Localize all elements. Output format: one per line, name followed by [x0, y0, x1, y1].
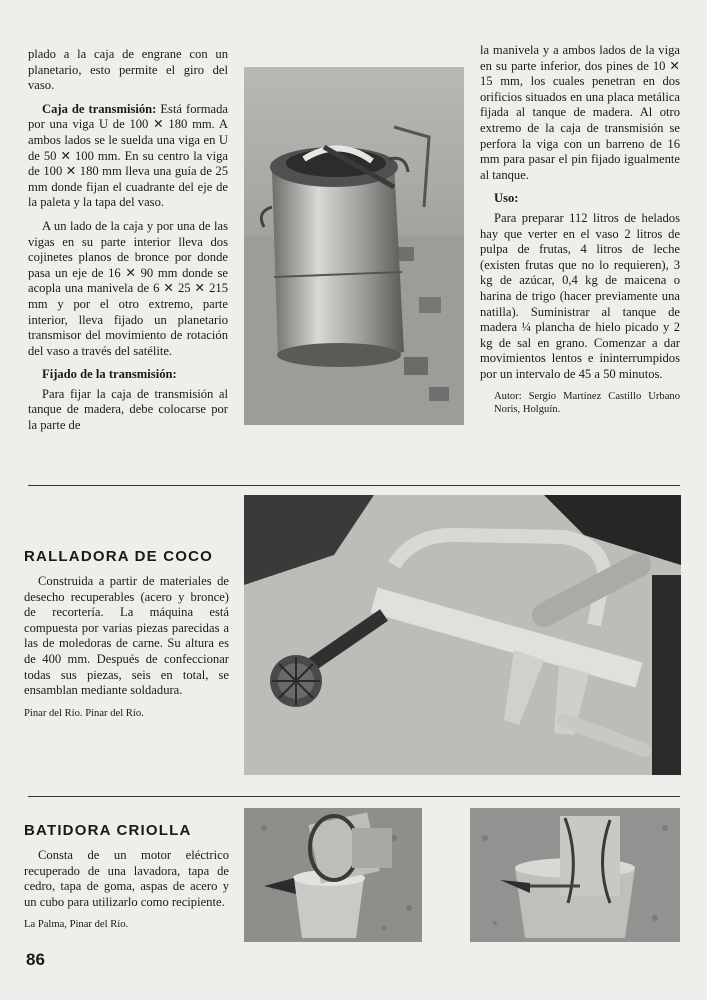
paragraph: Para fijar la caja de transmisión al tanque de madera, debe colocarse por la parte de: [28, 386, 228, 433]
paragraph: la manivela y a ambos lados de la viga en su parte inferior, dos pines de 10 ✕ 15 mm, los cuales penetran en dos orificios situados en una placa metálica fijada al tanque de madera. Al otro extremo de la caja de transmisión se perfora la viga con un barreno de 16 mm para pasar el pin fijado igualmente al tanque.: [480, 43, 680, 182]
paragraph-text: Está formada por una viga U de 100 ✕ 180 mm. A ambos lados se le suelda una viga en U de 50 ✕ 100 mm. En su centro la viga de 100 ✕ 180 mm lleva una guía de 25 mm donde fijan el cuadrante del eje de la paleta y la tapa del vaso.: [28, 101, 228, 210]
batidora-description: [24, 848, 229, 931]
subheading-fijado: Fijado de la transmisión:: [42, 367, 177, 382]
photo-ice-cream-vessel: [244, 67, 464, 425]
photo-coconut-grater-image: [244, 495, 681, 775]
paragraph: Consta de un motor eléctrico recuperado de una lavadora, tapa de cedro, tapa de goma, aspas de acero y un cubo para utilizarlo como recipiente.: [24, 848, 229, 909]
photo-blender-front-image: [470, 808, 680, 942]
page-number: 86: [26, 950, 45, 969]
photo-blender-front: [470, 808, 680, 942]
paragraph: plado a la caja de engrane con un planetario, esto permite el giro del vaso.: [28, 47, 228, 93]
photo-ice-cream-vessel-image: [244, 67, 464, 425]
ralladora-place: Pinar del Río. Pinar del Río.: [24, 707, 144, 719]
photo-blender-side-image: [244, 808, 422, 942]
section-divider: [28, 485, 680, 486]
subheading-uso: Uso:: [494, 191, 519, 206]
paragraph: Para preparar 112 litros de helados hay que verter en el vaso 2 litros de pulpa de frutas, 4 litros de leche (existen frutas que no lo requieren), 3 kg de azúcar, 0,4 kg de maicena o harina de trigo (hacer previamente una natilla). Suministrar al tanque de madera ¼ plancha de hielo picado y 2 kg de sal en grano. Comenzar a dar movimientos lentos e ininterrumpidos por un intervalo de 45 a 50 minutos.: [480, 210, 680, 381]
paragraph: Construida a partir de materiales de desecho recuperables (acero y bronce) de recortería. La máquina está compuesta por varias piezas parecidas a las de moledoras de carne. Su altura es de 400 mm. Después de confeccionar todas sus piezas, seis en total, se ensamblan mediante soldadura.: [24, 574, 229, 698]
author-credit: Autor: Sergio Martínez Castillo Urbano Noris, Holguín.: [494, 391, 680, 416]
paragraph: A un lado de la caja y por una de las vigas en su parte interior lleva dos cojinetes planos de bronce por donde pasa un eje de 16 ✕ 90 mm donde se acopla una manivela de 6 ✕ 25 ✕ 215 mm y por el otro extremo, parte interior, lleva fijado un planetario transmisor del movimiento de rotación del vaso a través del satélite.: [28, 218, 228, 358]
photo-blender-side: [244, 808, 422, 942]
photo-coconut-grater: [244, 495, 681, 775]
ralladora-heading: RALLADORA DE COCO: [24, 548, 214, 565]
subheading-caja-transmision: Caja de transmisión:: [42, 101, 157, 116]
ralladora-description: [24, 574, 229, 720]
paragraph-caja: [28, 102, 228, 211]
section-divider: [28, 796, 680, 797]
top-left-column: [28, 47, 228, 442]
batidora-place: La Palma, Pinar del Río.: [24, 919, 129, 931]
top-right-column: [480, 43, 680, 416]
batidora-heading: BATIDORA CRIOLLA: [24, 822, 192, 839]
